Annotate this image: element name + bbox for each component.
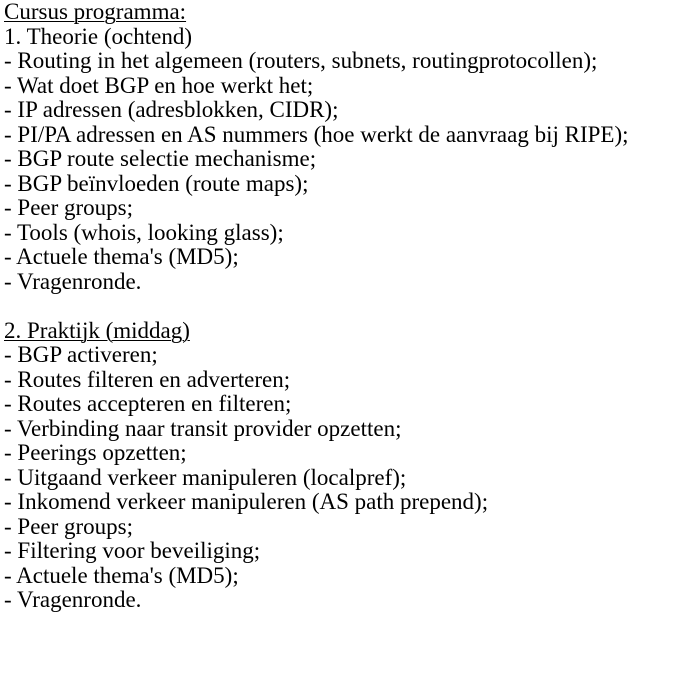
list-item: - Actuele thema's (MD5); <box>4 562 239 588</box>
list-item: - Peer groups; <box>4 513 134 539</box>
list-item: - Vragenronde. <box>4 587 142 612</box>
list-item: - Verbinding naar transit provider opzetten; <box>4 415 402 441</box>
list-item: - Uitgaand verkeer manipuleren (localpref); <box>4 464 407 490</box>
list-item: - Vragenronde. <box>4 268 142 294</box>
list-item: - Routes filteren en adverteren; <box>4 366 291 392</box>
list-item: - BGP activeren; <box>4 342 158 367</box>
list-item: - Inkomend verkeer manipuleren (AS path prepend); <box>4 489 489 514</box>
list-item: - PI/PA adressen en AS nummers (hoe werkt de aanvraag bij RIPE); <box>4 121 629 147</box>
list-item: - Filtering voor beveiliging; <box>4 538 261 563</box>
list-item: - BGP beïnvloeden (route maps); <box>4 170 309 196</box>
list-item: - BGP route selectie mechanisme; <box>4 146 317 171</box>
list-item: - Routes accepteren en filteren; <box>4 391 292 416</box>
list-item: - Tools (whois, looking glass); <box>4 219 284 245</box>
theory-heading: 1. Theorie (ochtend) <box>4 23 192 49</box>
list-item: - Actuele thema's (MD5); <box>4 244 239 269</box>
practice-list <box>4 343 696 613</box>
list-item: - Routing in het algemeen (routers, subnets, routingprotocollen); <box>4 48 598 73</box>
practice-heading: 2. Praktijk (middag) <box>4 317 190 343</box>
list-item: - Wat doet BGP en hoe werkt het; <box>4 72 314 98</box>
section-gap <box>4 294 696 319</box>
list-item: - Peerings opzetten; <box>4 440 187 465</box>
list-item: - Peer groups; <box>4 195 134 220</box>
course-program-document <box>4 0 696 613</box>
document-title: Cursus programma: <box>4 0 187 24</box>
theory-list <box>4 49 696 294</box>
list-item: - IP adressen (adresblokken, CIDR); <box>4 97 339 122</box>
